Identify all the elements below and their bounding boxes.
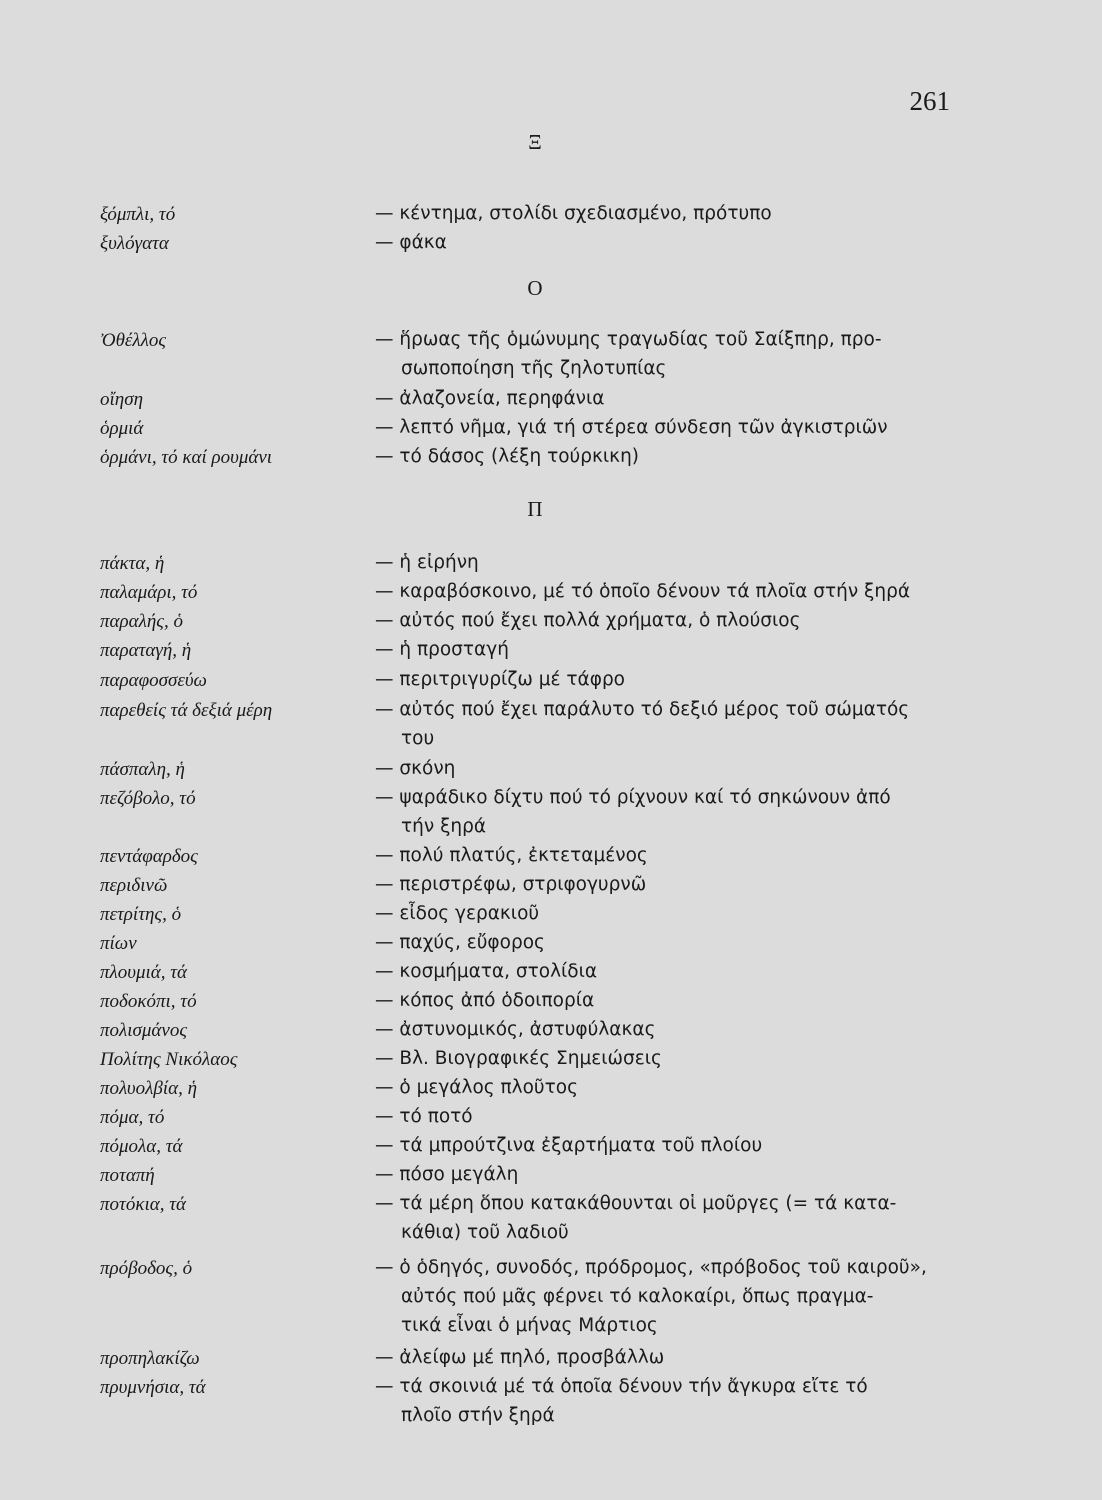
entry-definition [375, 754, 965, 783]
entry-term: πεζόβολο, τό [100, 788, 196, 809]
definition-line: — φάκα [375, 232, 447, 253]
definition-line: — κόπος ἀπό ὁδοιπορία [375, 990, 595, 1011]
definition-line: — καραβόσκοινο, μέ τό ὁποῖο δένουν τά πλοῖα στήν ξηρά [375, 581, 911, 602]
entry-definition [375, 1073, 965, 1102]
entry-term: πάκτα, ἡ [100, 553, 165, 574]
entry-term: παραφοσσεύω [100, 670, 207, 691]
entry-definition [375, 548, 965, 577]
definition-line: — ἀστυνομικός, ἀστυφύλακας [375, 1019, 656, 1040]
entry-term: Ὀθέλλος [100, 330, 167, 351]
definition-line: πλοῖο στήν ξηρά [401, 1405, 555, 1426]
entry-term: πολυολβία, ἡ [100, 1078, 198, 1099]
entry-definition [375, 1160, 965, 1189]
definition-line: — πόσο μεγάλη [375, 1164, 519, 1185]
entry-term: ποδοκόπι, τό [100, 991, 197, 1012]
entry-definition [375, 695, 965, 753]
definition-line: — παχύς, εὔφορος [375, 932, 545, 953]
entry-definition [375, 783, 965, 841]
definition-line: — Βλ. Βιογραφικές Σημειώσεις [375, 1048, 662, 1069]
entry-definition [375, 325, 965, 383]
entry-term: πόμα, τό [100, 1107, 165, 1128]
entry-term: προπηλακίζω [100, 1348, 200, 1369]
definition-line: τήν ξηρά [401, 816, 487, 837]
definition-line: σωποποίηση τῆς ζηλοτυπίας [401, 358, 667, 379]
entry-definition [375, 199, 965, 228]
entry-definition [375, 1343, 965, 1372]
entry-term: παλαμάρι, τό [100, 582, 198, 603]
definition-line: — τά σκοινιά μέ τά ὁποῖα δένουν τήν ἄγκυρα εἴτε τό [375, 1376, 868, 1397]
definition-line: αὐτός πού μᾶς φέρνει τό καλοκαίρι, ὅπως πραγμα- [401, 1286, 874, 1307]
entry-term: πρόβοδος, ὁ [100, 1258, 193, 1279]
definition-line: — αὐτός πού ἔχει παράλυτο τό δεξιό μέρος τοῦ σώματός [375, 699, 910, 720]
definition-line: — ἀλείφω μέ πηλό, προσβάλλω [375, 1347, 665, 1368]
entry-definition [375, 384, 965, 413]
entry-term: ξόμπλι, τό [100, 204, 176, 225]
entry-term: ποτόκια, τά [100, 1194, 186, 1215]
definition-line: — περιτριγυρίζω μέ τάφρο [375, 669, 626, 690]
definition-line: — πολύ πλατύς, ἐκτεταμένος [375, 845, 648, 866]
entry-definition [375, 1253, 965, 1340]
entry-term: πόμολα, τά [100, 1136, 183, 1157]
entry-term: παραταγή, ἡ [100, 640, 192, 661]
entry-definition [375, 870, 965, 899]
entry-term: πολισμάνος [100, 1020, 188, 1041]
entry-definition [375, 957, 965, 986]
entry-term: πετρίτης, ὁ [100, 904, 182, 925]
definition-line: — λεπτό νῆμα, γιά τή στέρεα σύνδεση τῶν ἀγκιστριῶν [375, 417, 888, 438]
definition-line: — αὐτός πού ἔχει πολλά χρήματα, ὁ πλούσιος [375, 610, 801, 631]
entry-definition [375, 1044, 965, 1073]
definition-line: — σκόνη [375, 758, 456, 779]
definition-line: — ἥρωας τῆς ὁμώνυμης τραγωδίας τοῦ Σαίξπηρ, προ- [375, 329, 882, 350]
definition-line: — ὁ ὁδηγός, συνοδός, πρόδρομος, «πρόβοδος τοῦ καιροῦ», [375, 1257, 927, 1278]
definition-line: — τά μπρούτζινα ἐξαρτήματα τοῦ πλοίου [375, 1135, 763, 1156]
entry-definition [375, 228, 965, 257]
entry-definition [375, 606, 965, 635]
entry-term: παραλής, ὁ [100, 611, 183, 632]
entry-definition [375, 1372, 965, 1430]
entry-definition [375, 1131, 965, 1160]
definition-line: — ὁ μεγάλος πλοῦτος [375, 1077, 578, 1098]
definition-line: — ἡ προσταγή [375, 639, 509, 660]
entry-definition [375, 841, 965, 870]
entry-definition [375, 1102, 965, 1131]
entry-term: παρεθείς τά δεξιά μέρη [100, 700, 273, 721]
entry-term: περιδινῶ [100, 875, 168, 896]
section-heading-pi: Π [527, 497, 543, 521]
definition-line: — τά μέρη ὅπου κατακάθουνται οἱ μοῦργες (= τά κατα- [375, 1193, 897, 1214]
section-heading-omicron: Ο [527, 276, 543, 300]
entry-term: πρυμνήσια, τά [100, 1377, 206, 1398]
definition-line: του [401, 728, 435, 749]
entry-definition [375, 928, 965, 957]
definition-line: — ψαράδικο δίχτυ πού τό ρίχνουν καί τό σηκώνουν ἀπό [375, 787, 891, 808]
entry-term: ξυλόγατα [100, 233, 169, 254]
entry-definition [375, 635, 965, 664]
definition-line: — κοσμήματα, στολίδια [375, 961, 598, 982]
definition-line: κάθια) τοῦ λαδιοῦ [401, 1222, 569, 1243]
definition-line: — τό ποτό [375, 1106, 473, 1127]
entry-term: οἴηση [100, 389, 144, 410]
entry-term: πάσπαλη, ἡ [100, 759, 185, 780]
entry-definition [375, 986, 965, 1015]
entry-term: ὁρμάνι, τό καί ρουμάνι [100, 447, 273, 468]
section-heading-xi: Ξ [528, 130, 542, 154]
entry-definition [375, 442, 965, 471]
definition-line: — ἀλαζονεία, περηφάνια [375, 388, 605, 409]
entry-term: πλουμιά, τά [100, 962, 188, 983]
entry-term: ὁρμιά [100, 418, 144, 439]
entry-definition [375, 899, 965, 928]
entry-definition [375, 1189, 965, 1247]
definition-line: — ἡ εἰρήνη [375, 552, 479, 573]
definition-line: — τό δάσος (λέξη τούρκικη) [375, 446, 640, 467]
entry-definition [375, 665, 965, 694]
definition-line: τικά εἶναι ὁ μήνας Μάρτιος [401, 1315, 658, 1336]
entry-term: Πολίτης Νικόλαος [100, 1049, 238, 1070]
entry-term: ποταπή [100, 1165, 155, 1186]
entry-term: πίων [100, 933, 137, 954]
definition-line: — περιστρέφω, στριφογυρνῶ [375, 874, 647, 895]
definition-line: — κέντημα, στολίδι σχεδιασμένο, πρότυπο [375, 203, 772, 224]
definition-line: — εἶδος γερακιοῦ [375, 903, 540, 924]
entry-term: πεντάφαρδος [100, 846, 198, 867]
page-number: 261 [909, 86, 950, 116]
entry-definition [375, 1015, 965, 1044]
entry-definition [375, 577, 965, 606]
entry-definition [375, 413, 965, 442]
